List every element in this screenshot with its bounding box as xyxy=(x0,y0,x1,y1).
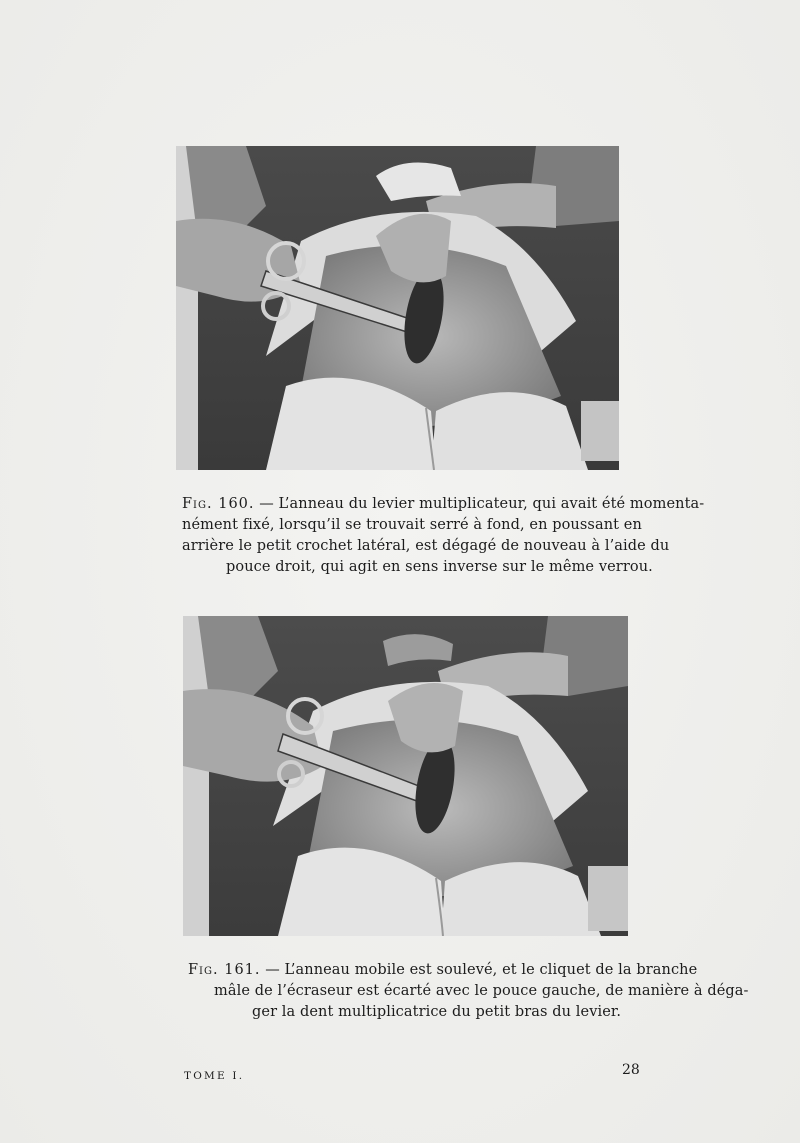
caption-line: Fig. 161. — L’anneau mobile est soulevé, et le cliquet de la branche xyxy=(188,962,698,978)
caption-line: Fig. 160. — L’anneau du levier multiplicateur, qui avait été momenta- xyxy=(182,496,705,512)
surgical-photo-160 xyxy=(176,146,619,470)
surgical-photo-161 xyxy=(183,616,628,936)
figure-label: Fig. 161. xyxy=(188,962,261,978)
figure-label: Fig. 160. xyxy=(182,496,255,512)
caption-line: mâle de l’écraseur est écarté avec le pouce gauche, de manière à déga- xyxy=(214,983,749,999)
figure-160-photograph xyxy=(176,146,619,470)
page-number: 28 xyxy=(622,1062,640,1078)
figure-161-caption xyxy=(188,960,749,1023)
caption-line: arrière le petit crochet latéral, est dégagé de nouveau à l’aide du xyxy=(182,538,670,554)
figure-161-photograph xyxy=(183,616,628,936)
caption-line: nément fixé, lorsqu’il se trouvait serré à fond, en poussant en xyxy=(182,517,642,533)
figure-160-caption xyxy=(182,494,705,578)
caption-line: pouce droit, qui agit en sens inverse sur le même verrou. xyxy=(226,559,653,575)
volume-label: TOME I. xyxy=(184,1070,245,1082)
caption-line: ger la dent multiplicatrice du petit bras du levier. xyxy=(252,1004,622,1020)
